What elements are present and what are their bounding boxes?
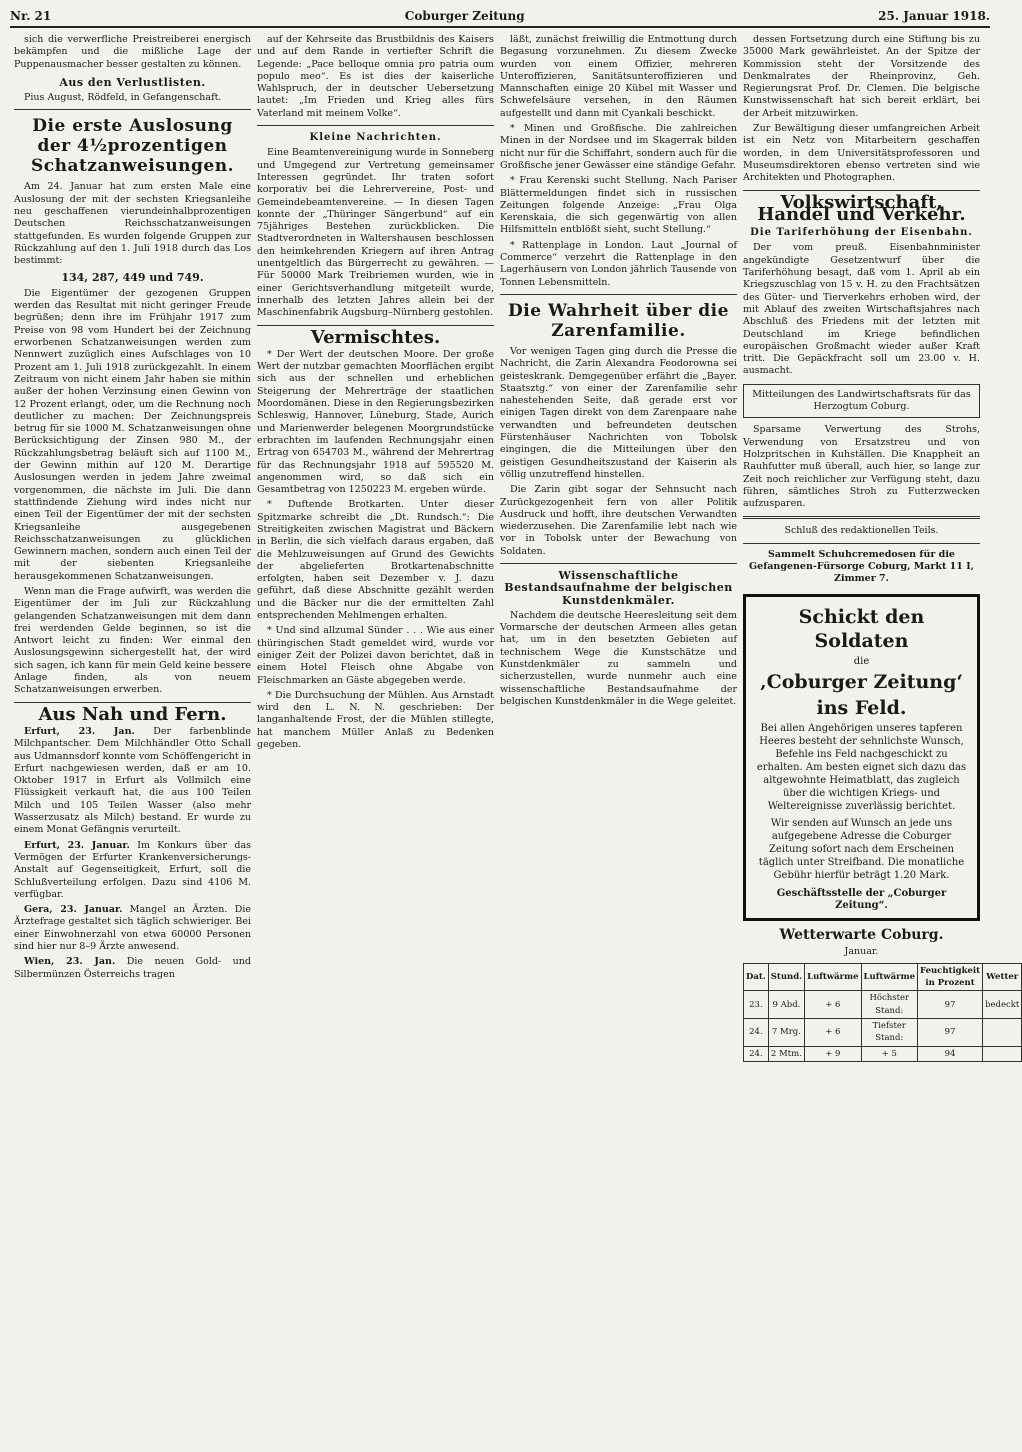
table-cell: + 6 [805, 1018, 861, 1046]
ad-title-line: ins Feld. [816, 696, 907, 719]
table-row [744, 1018, 1022, 1046]
news-text: Die neuen Gold- und Silbermünzen Österreichs tragen [14, 956, 251, 980]
headline-rail-tariff: Die Tariferhöhung der Eisenbahn. [750, 227, 973, 239]
news-item [14, 726, 251, 837]
article-text: dessen Fortsetzung durch eine Stiftung bis zu 35000 Mark gewährleistet. An der Spitze der Kommission steht der Vorsitzende des Denkmalrates der Rheinprovinz, Geh. Regierungsrat Prof. Dr. Clemen. Die belgische Kunstwissenschaft hat sich bereit erklärt, bei der Arbeit mitzuwirken. [743, 34, 980, 119]
table-cell: 9 Abd. [768, 991, 804, 1019]
article-text: * Rattenplage in London. Laut „Journal of Commerce“ verzehrt die Rattenplage in den Lagerhäusern von London jährlich Tausende von Tonnen Lebensmitteln. [500, 239, 737, 288]
editorial-end-note: Schluß des redaktionellen Teils. [784, 525, 939, 537]
article-text: * Minen und Großfische. Die zahlreichen Minen in der Nordsee und im Skagerrak bilden nicht nur für die Schiffahrt, sondern auch für die Großfische jener Gewässer eine ständige Gefahr. [500, 123, 737, 171]
dateline: Gera, 23. Januar. [24, 904, 123, 916]
newspaper-title: Coburger Zeitung [404, 9, 525, 23]
col-header: Wetter [983, 963, 1022, 991]
headline-tsar-family: Die Wahrheit über die Zarenfamilie. [508, 300, 729, 341]
drawn-numbers: 134, 287, 449 und 749. [61, 270, 204, 284]
issue-date: 25. Januar 1918. [878, 9, 990, 23]
headline-bonds: Die erste Auslosung der 4½prozentigen Schatzanweisungen. [30, 116, 235, 177]
news-item [14, 904, 251, 953]
column-3 [500, 34, 737, 1444]
collection-notice: Sammelt Schuhcremedosen für die Gefangenen-Fürsorge Coburg, Markt 11 I, Zimmer 7. [749, 548, 974, 585]
article-text: Eine Beamtenvereinigung wurde in Sonneberg und Umgegend zur Vertretung gemeinsamer Interessen gegründet. Ihr traten sofort korporativ bei die Lehrervereine, Post- und Gemeindebeamtenvereine. — In diesen Tagen konnte der „Thüringer Sängerbund“ auf ein 75jähriges Bestehen zurückblicken. Die Stadtverordneten in Waltershausen beschlossen den heimkehrenden Kriegern auf ihren Antrag unentgeltlich das Bürgerrecht zu gewähren. — Für 50000 Mark Treibriemen wurden, wie in einer Gerichtsverhandlung mitgeteilt wurde, innerhalb des letzten Jahres allein bei der Maschinenfabrik Augsburg–Nürnberg gestohlen. [257, 147, 494, 319]
ad-signature: Geschäftsstelle der „Coburger Zeitung“. [776, 887, 947, 911]
divider [500, 563, 737, 564]
ad-title-line: die [853, 655, 870, 667]
issue-number: Nr. 21 [10, 9, 52, 23]
table-cell: bedeckt [983, 991, 1022, 1019]
divider [743, 543, 980, 544]
article-text: * Der Wert der deutschen Moore. Der große Wert der nutzbar gemachten Moorflächen ergibt sich aus der schnellen und erheblichen Steigerung der Mehrerträge der staatlichen Moordomänen. Diese in den Regierungsbezirken Schleswig, Hannover, Lüneburg, Stade, Aurich und Marienwerder belegenen Moorgrundstücke erbrachten im laufenden Rechnungsjahr einen Ertrag von 654703 M., während der Mehrertrag für das Rechnungsjahr 1918 auf 595520 M. angenommen wird, so daß sich ein Gesamtbetrag von 1250223 M. ergeben würde. [257, 348, 494, 496]
table-cell: + 5 [861, 1046, 917, 1061]
col-header: Stund. [768, 963, 804, 991]
dateline: Wien, 23. Jan. [24, 956, 116, 968]
table-cell: 97 [918, 1018, 983, 1046]
article-text: Die Eigentümer der gezogenen Gruppen werden das Resultat mit nicht geringer Freude begrüßen; denn ihre im Frühjahr 1917 zum Preise von 98 vom Hundert bei der Zeichnung erworbenen Schatzanweisungen werden zum Nennwert zuzüglich eines Aufschlages von 10 Prozent am 1. Juli 1918 zurückgezahlt. In einem Zeitraum von nicht einem Jahr haben sie mithin außer der hohen Verzinsung einen Gewinn von 12 Prozent erlangt, oder, um die Rechnung noch deutlicher zu machen: Der Zeichnungspreis betrug für sie 1000 M. Schatzanweisungen ohne Berücksichtigung der Zinsen 980 M., der Rückzahlungsbetrag beläuft sich auf 1100 M., der Gewinn mithin auf 120 M. Derartige Auslosungen werden in jedem Jahre zweimal vorgenommen, die nächste im Juli. Die dann stattfindende Ziehung wird indes nicht nur einen Teil der Eigentümer der mit der sechsten Kriegsanleihe ausgegebenen Reichsschatzanweisungen zu glücklichen Gewinnern machen, sondern auch einen Teil der mit der siebenten Kriegsanleihe herausgekommenen Schatzanweisungen. [14, 287, 251, 582]
page-header [10, 6, 990, 28]
ad-title-line: Schickt den Soldaten [798, 605, 925, 652]
table-cell: + 9 [805, 1046, 861, 1061]
news-text: Der farbenblinde Milchpantscher. Dem Milchhändler Otto Schall aus Udmannsdorf konnte vom Schöffengericht in Erfurt nachgewiesen werden, daß er am 10. Oktober 1917 in Erfurt als Vollmilch eine Flüssigkeit verkauft hat, die aus 100 Teilen Milch und 105 Teilen Wasser (also mehr Wasserzusatz als Milch) bestand. Er wurde zu einem Monat Gefängnis verurteilt. [14, 725, 251, 836]
article-text: läßt, zunächst freiwillig die Entmottung durch Begasung vorzunehmen. Zu diesem Zwecke wurden von einem Offizier, mehreren Unteroffizieren, Sanitätsunteroffizieren und Mannschaften einige 20 Kübel mit Wasser und Schwefelsäure versehen, in den Räumen aufgestellt und dann mit Cyankali beschickt. [500, 34, 737, 119]
weather-header-row [744, 963, 1022, 991]
dateline: Erfurt, 23. Januar. [24, 839, 130, 851]
article-text: * Frau Kerenski sucht Stellung. Nach Pariser Blättermeldungen findet sich in russischen Zeitungen folgende Anzeige: „Frau Olga Kerenskaia, die sich gegenwärtig von allen Hilfsmitteln entblößt sieht, sucht Stellung.“ [500, 175, 737, 236]
article-text: Nachdem die deutsche Heeresleitung seit dem Vormarsche der deutschen Armeen alles getan hat, um in den besetzten Gebieten auf technischem Wege die Kunstschätze und Kunstdenkmäler zu sammeln und sicherzustellen, wurde nunmehr auch eine wissenschaftliche Bestandsaufnahme der belgischen Kunstdenkmäler in die Wege geleitet. [500, 609, 737, 707]
table-cell: 24. [744, 1046, 769, 1061]
table-row [744, 1046, 1022, 1061]
table-cell: 7 Mrg. [768, 1018, 804, 1046]
article-text: Vor wenigen Tagen ging durch die Presse die Nachricht, die Zarin Alexandra Feodorowna sei geisteskrank. Demgegenüber erfährt die „Bayer. Staatsztg.“ von einer der Zarenfamilie sehr nahestehenden Seite, daß gerade erst vor einigen Tagen direkt von dem Zarenpaare nahe verwandten und befreundeten deutschen Fürstenhäuser Nachrichten von Tobolsk eingingen, die die Mitteilungen über den geistigen Gesundheitszustand der Kaiserin als völlig unzutreffend hinstellen. [500, 345, 737, 480]
column-4 [743, 34, 1020, 1444]
section-heading-losses: Aus den Verlustlisten. [59, 75, 206, 89]
article-text: * Und sind allzumal Sünder . . . Wie aus einer thüringischen Stadt gemeldet wird, wurde vor einiger Zeit der Polizei davon berichtet, daß in einem Hotel Fleisch ohne Abgabe von Fleischmarken an Gäste abgegeben werde. [257, 625, 494, 686]
column-1 [14, 34, 251, 1444]
table-cell: Tiefster Stand: [861, 1018, 917, 1046]
article-text: auf der Kehrseite das Brustbildnis des Kaisers und auf dem Rande in vertiefter Schrift die Legende: „Pace belloque omnia pro patria oum populo meo“. Es ist dies der kaiserliche Wahlspruch, der in deutscher Uebersetzung lautet: „Im Frieden und Krieg alles fürs Vaterland mit meinem Volke“. [257, 34, 494, 119]
table-cell [983, 1046, 1022, 1061]
column-2 [257, 34, 494, 1444]
subscription-advertisement [743, 594, 980, 922]
col-header: Dat. [744, 963, 769, 991]
table-cell: 2 Mtm. [768, 1046, 804, 1061]
news-text: Mangel an Ärzten. Die Ärztefrage gestaltet sich täglich schwieriger. Bei einer Einwohnerzahl von etwa 60000 Personen sind hier nur 8–9 Ärzte anwesend. [14, 904, 251, 952]
divider [14, 109, 251, 110]
table-cell: 23. [744, 991, 769, 1019]
article-text: Der vom preuß. Eisenbahnminister angekündigte Gesetzentwurf über die Tariferhöhung besagt, daß vom 1. April ab ein Kriegszuschlag von 15 v. H. zu den Frachtsätzen des Güter- und Tierverkehrs erhoben wird, der mit Ablauf des zweiten Wirtschaftsjahres nach Abschluß des Friedens mit der letzten mit Deutschland im Kriege befindlichen europäischen Großmacht wieder außer Kraft tritt. Die Gepäckfracht soll um 23.00 v. H. ausmacht. [743, 242, 980, 377]
article-text: * Duftende Brotkarten. Unter dieser Spitzmarke schreibt die „Dt. Rundsch.“: Die Streitigkeiten zwischen Magistrat und Bäckern in Berlin, die sich vielfach daraus ergaben, daß die Mehlzuweisungen auf Grund des Gewichts der abgelieferten Brotkartenabschnitte erfolgten, haben seit Dezember v. J. dazu geführt, daß diese Abschnitte gezählt werden und die Bäcker nur die der ermittelten Zahl entsprechenden Mehlmengen erhalten. [257, 499, 494, 622]
weather-month: Januar. [844, 946, 879, 958]
section-heading-misc: Vermischtes. [310, 326, 441, 348]
divider [743, 190, 980, 191]
col-header: Luftwärme [861, 963, 917, 991]
article-text: Die Zarin gibt sogar der Sehnsucht nach Zurückgezogenheit fern von aller Politik Ausdruck und hofft, ihre deutschen Verwandten wiederzusehen. Die Zarenfamilie lebt nach wie vor in Tobolsk unter der Bewachung von Soldaten. [500, 484, 737, 557]
ad-text: Bei allen Angehörigen unseres tapferen Heeres besteht der sehnlichste Wunsch, Befehle ins Feld nachgeschickt zu erhalten. Am besten eignet sich dazu das altgewohnte Heimatblatt, das zugleich über die wichtigen Kriegs- und Weltereignisse zuverlässig berichtet. [756, 722, 967, 812]
divider [743, 516, 980, 519]
section-heading-economy: Volkswirtschaft, Handel und Verkehr. [757, 191, 966, 225]
table-cell: Höchster Stand: [861, 991, 917, 1019]
ad-title-line: ‚Coburger Zeitung‘ [760, 670, 963, 693]
article-text: Zur Bewältigung dieser umfangreichen Arbeit ist ein Netz von Mitarbeitern geschaffen worden, in dem Universitätsprofessoren und Museumsdirektoren ebenso vertreten sind wie Architekten und Photographen. [743, 123, 980, 184]
col-header: Feuchtigkeit in Prozent [918, 963, 983, 991]
table-cell: + 6 [805, 991, 861, 1019]
article-text: Am 24. Januar hat zum ersten Male eine Auslosung der mit der sechsten Kriegsanleihe neu geschaffenen vierundeinhalbprozentigen Deutschen Reichsschatzanweisungen stattgefunden. Es wurden folgende Gruppen zur Rückzahlung auf den 1. Juli 1918 durch das Los bestimmt: [14, 181, 251, 267]
table-cell [983, 1018, 1022, 1046]
article-text: Wenn man die Frage aufwirft, was werden die Eigentümer der im Juli zur Rückzahlung gelangenden Schatzanweisungen mit dem dann frei werdenden Gelde beginnen, so ist die Antwort leicht zu finden: Wer einmal den Auslosungsgewinn sichergestellt hat, der wird sich sagen, ich kann für mein Geld keine bessere Anlage finden, als von neuem Schatzanweisungen erwerben. [14, 585, 251, 696]
table-row [744, 991, 1022, 1019]
section-heading-short-news: Kleine Nachrichten. [309, 132, 442, 144]
section-heading-local: Aus Nah und Fern. [38, 703, 227, 725]
dateline: Erfurt, 23. Jan. [24, 725, 135, 737]
loss-entry: Pius August, Rödfeld, in Gefangenschaft. [24, 92, 222, 104]
weather-heading: Wetterwarte Coburg. [779, 927, 944, 944]
article-text: Sparsame Verwertung des Strohs, Verwendung von Ersatzstreu und von Holzpritschen in Kuhställen. Die Knappheit an Rauhfutter muß überall, auch hier, so lange zur Zeit noch reichlicher zur Verfügung steht, dazu führen, sämtliches Stroh zu Futterzwecken aufzusparen. [743, 424, 980, 510]
agriculture-notice-heading: Mitteilungen des Landwirtschaftsrats für das Herzogtum Coburg. [743, 384, 980, 419]
article-text: sich die verwerfliche Preistreiberei energisch bekämpfen und die mißliche Lage der Puppenausmacher besser gestalten zu können. [14, 34, 251, 70]
columns [14, 34, 1020, 1444]
article-text: * Die Durchsuchung der Mühlen. Aus Arnstadt wird den L. N. N. geschrieben: Der langanhaltende Frost, der die Mühlen stillegte, hat manchem Müller Anlaß zu Bedenken gegeben. [257, 689, 494, 751]
table-cell: 24. [744, 1018, 769, 1046]
divider [257, 125, 494, 126]
divider [14, 702, 251, 703]
news-item [14, 956, 251, 981]
news-text: Im Konkurs über das Vermögen der Erfurter Krankenversicherungs-Anstalt auf Gegenseitigkeit, Erfurt, soll die Schlußverteilung erfolgen. Dazu sind 4106 M. verfügbar. [14, 839, 251, 900]
col-header: Luftwärme [805, 963, 861, 991]
weather-table [743, 963, 1022, 1062]
table-cell: 97 [918, 991, 983, 1019]
divider [257, 325, 494, 326]
ad-text: Wir senden auf Wunsch an jede uns aufgegebene Adresse die Coburger Zeitung sofort nach dem Erscheinen täglich unter Streifband. Die monatliche Gebühr hierfür beträgt 1.20 Mark. [758, 817, 965, 881]
headline-art-inventory: Wissenschaftliche Bestandsaufnahme der belgischen Kunstdenkmäler. [504, 568, 733, 607]
divider [500, 294, 737, 295]
table-cell: 94 [918, 1046, 983, 1061]
news-item [14, 840, 251, 901]
